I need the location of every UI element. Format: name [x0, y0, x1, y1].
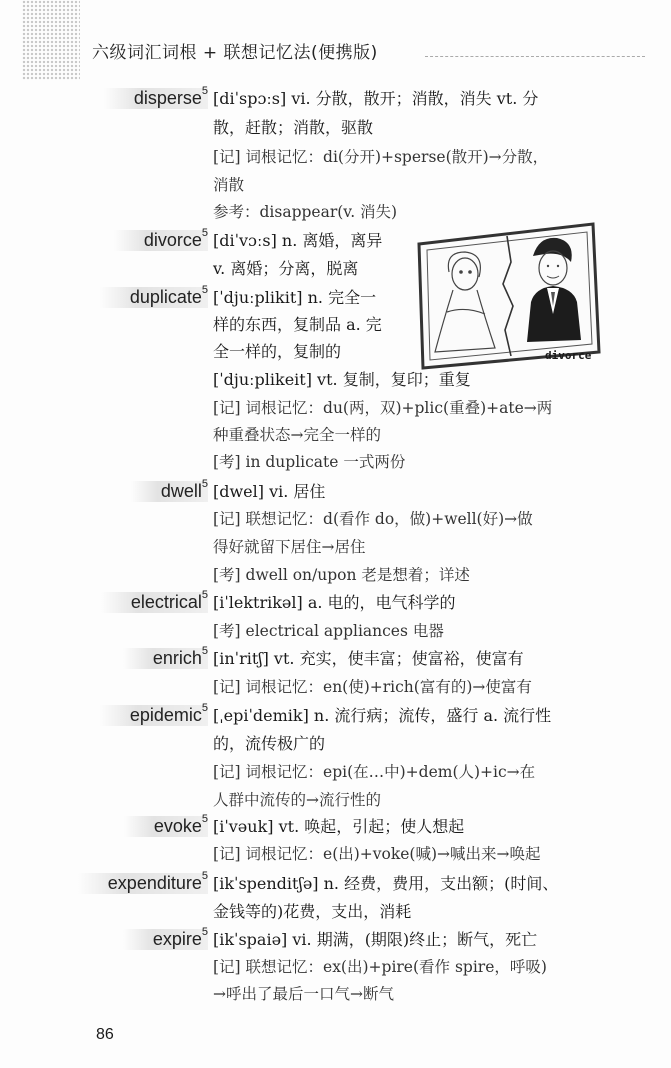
definition-line: [ˈdjuːplikit] n. 完全一 [213, 288, 377, 307]
note-line: [记] 词根记忆：en(使)+rich(富有的)→使富有 [213, 678, 532, 696]
headword: divorce$^5$ [114, 230, 208, 251]
note-line: 消散 [213, 176, 245, 194]
definition-line: [iˈlektrikəl] a. 电的，电气科学的 [213, 593, 456, 612]
note-line: [记] 词根记忆：epi(在…中)+dem(人)+ic→在 [213, 763, 536, 781]
definition-line: [inˈritʃ] vt. 充实，使丰富；使富裕，使富有 [213, 649, 524, 668]
note-line: [考] electrical appliances 电器 [213, 622, 444, 640]
definition-line: [ikˈspaiə] vi. 期满，(期限)终止；断气，死亡 [213, 930, 538, 949]
headword: dwell$^5$ [131, 481, 208, 502]
headword: disperse$^5$ [104, 88, 208, 109]
definition-line: [dwel] vi. 居住 [213, 482, 326, 501]
note-line: [记] 联想记忆：ex(出)+pire(看作 spire，呼吸) [213, 958, 547, 976]
figure-caption: divorce [545, 349, 592, 362]
definition-line: 散，赶散；消散，驱散 [213, 118, 374, 137]
definition-line: [diˈvɔːs] n. 离婚，离异 [213, 231, 383, 250]
headword: enrich$^5$ [123, 648, 208, 669]
divorce-illustration [415, 222, 601, 370]
note-line: [记] 词根记忆：e(出)+voke(喊)→喊出来→唤起 [213, 845, 541, 863]
note-line: →呼出了最后一口气→断气 [213, 985, 394, 1003]
page-header: 六级词汇词根 + 联想记忆法(便携版) [92, 43, 378, 63]
headword: evoke$^5$ [124, 816, 208, 837]
note-line: [记] 词根记忆：du(两，双)+plic(重叠)+ate→两 [213, 399, 553, 417]
headword: epidemic$^5$ [100, 705, 208, 726]
corner-dot-pattern [22, 0, 80, 80]
definition-line: 样的东西，复制品 a. 完 [213, 315, 382, 334]
note-line: [考] in duplicate 一式两份 [213, 453, 406, 471]
definition-line: 全一样的，复制的 [213, 342, 342, 361]
definition-line: 的，流传极广的 [213, 734, 326, 753]
definition-line: [iˈvəuk] vt. 唤起，引起；使人想起 [213, 817, 465, 836]
headword: expire$^5$ [123, 929, 208, 950]
headword: duplicate$^5$ [100, 287, 208, 308]
headword: electrical$^5$ [101, 592, 208, 613]
definition-line: [diˈspɔːs] vi. 分散，散开；消散，消失 vt. 分 [213, 89, 539, 108]
definition-line: 金钱等的)花费，支出，消耗 [213, 902, 412, 921]
definition-line: v. 离婚；分离，脱离 [213, 259, 359, 278]
note-line: [考] dwell on/upon 老是想着；详述 [213, 566, 470, 584]
note-line: [记] 词根记忆：di(分开)+sperse(散开)→分散， [213, 148, 549, 166]
note-line: 参考：disappear(v. 消失) [213, 203, 398, 221]
note-line: 得好就留下居住→居住 [213, 538, 366, 556]
note-line: 种重叠状态→完全一样的 [213, 426, 381, 444]
note-line: 人群中流传的→流行性的 [213, 791, 381, 809]
definition-line: [ˈdjuːplikeit] vt. 复制，复印；重复 [213, 370, 471, 389]
definition-line: [ˌepiˈdemik] n. 流行病；流传，盛行 a. 流行性 [213, 706, 552, 725]
note-line: [记] 联想记忆：d(看作 do，做)+well(好)→做 [213, 510, 533, 528]
headword: expenditure$^5$ [78, 873, 208, 894]
page-number: 86 [96, 1026, 114, 1043]
definition-line: [ikˈspenditʃə] n. 经费，费用，支出额；(时间、 [213, 874, 559, 893]
header-rule [425, 56, 645, 57]
